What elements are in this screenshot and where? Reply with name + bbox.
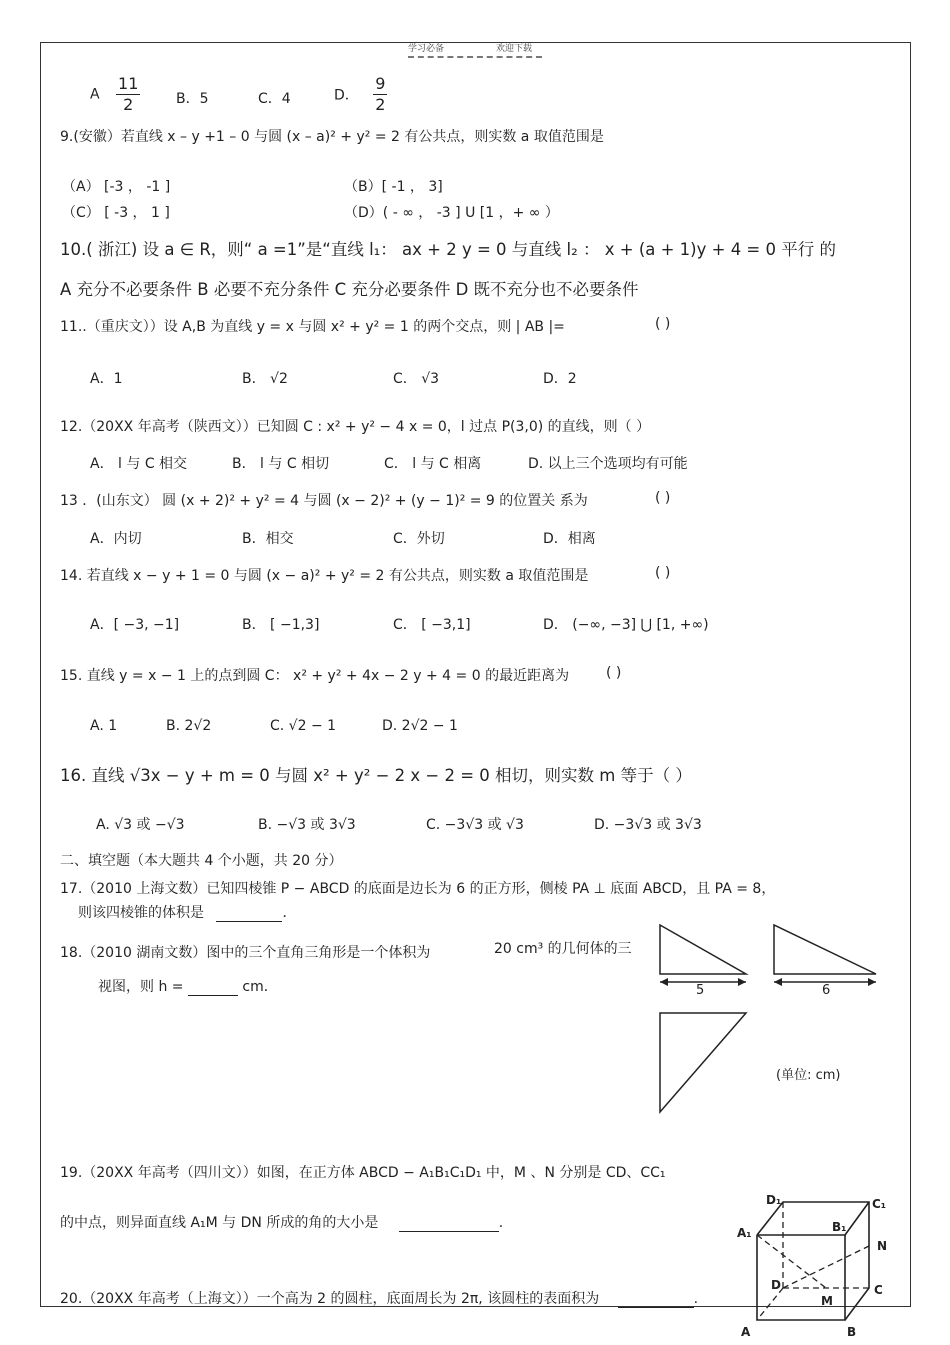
q17-answer-blank[interactable] (216, 921, 282, 922)
q13-answer-paren: ( ) (655, 490, 671, 506)
q17-text-line1: 17.（2010 上海文数）已知四棱锥 P − ABCD 的底面是边长为 6 的正方形，侧棱 PA ⊥ 底面 ABCD，且 PA = 8， (60, 881, 776, 897)
unit-label: (单位: cm) (776, 1068, 841, 1083)
q11-option-c: C． √3 (393, 371, 440, 387)
q9-option-d: （D）( - ∞ ， -3 ] U [1 ，+ ∞ ） (344, 205, 559, 221)
cube-label-a: A (741, 1325, 751, 1339)
cube-label-n: N (877, 1239, 888, 1253)
q9-option-c: （C） [ -3 ， 1 ] (62, 205, 170, 221)
q14-option-d: D． (−∞, −3] ⋃ [1, +∞) (543, 617, 709, 633)
q15-option-c: C. √2 − 1 (270, 718, 337, 734)
q10-text: 10.( 浙江) 设 a ∈ R，则“ a =1”是“直线 l₁： ax + 2 y = 0 与直线 l₂ ： x + (a + 1)y + 4 = 0 平行 的 (60, 240, 836, 259)
q19-text-line1: 19.（20XX 年高考（四川文））如图，在正方体 ABCD − A₁B₁C₁D₁ 中，M 、N 分别是 CD、CC₁ (60, 1165, 666, 1181)
q13-option-b: B．相交 (242, 531, 294, 547)
q13-option-c: C．外切 (393, 531, 445, 547)
q10-options: A 充分不必要条件 B 必要不充分条件 C 充分必要条件 D 既不充分也不必要条件 (60, 280, 639, 299)
q15-answer-paren: ( ) (606, 665, 622, 681)
cube-label-c: C (874, 1283, 883, 1297)
q15-option-d: D. 2√2 − 1 (382, 718, 458, 734)
front-view-triangle (660, 925, 746, 974)
q9-option-a: （A） [-3 ， -1 ] (62, 179, 171, 195)
q19-answer-blank[interactable] (399, 1231, 499, 1232)
cube-figure (735, 1190, 895, 1340)
q9-text: 9.(安徽）若直线 x – y +1 – 0 与圆 (x – a)² + y² = 2 有公共点，则实数 a 取值范围是 (60, 129, 604, 145)
q20-text: 20.（20XX 年高考（上海文））一个高为 2 的圆柱，底面周长为 2π, 该圆柱的表面积为 . (60, 1291, 699, 1307)
q16-option-a: A. √3 或 −√3 (96, 817, 185, 833)
cube-label-c1: C₁ (872, 1197, 887, 1211)
q8-option-c: C．4 (258, 91, 291, 107)
q16-text: 16. 直线 √3x − y + m = 0 与圆 x² + y² − 2 x − 2 = 0 相切，则实数 m 等于（ ） (60, 766, 692, 785)
q16-option-c: C. −3√3 或 √3 (426, 817, 524, 833)
q18-answer-blank[interactable] (188, 995, 238, 996)
q12-option-b: B． l 与 C 相切 (232, 456, 330, 472)
q17-text-line2: 则该四棱锥的体积是 ． (78, 905, 297, 921)
dimension-6: 6 (822, 983, 831, 998)
cube-label-m: M (821, 1294, 833, 1308)
q14-answer-paren: ( ) (655, 565, 671, 581)
q18-volume: 20 cm³ 的几何体的三 (494, 941, 632, 957)
q9-option-b: （B）[ -1 ， 3] (344, 179, 443, 195)
q8-option-a: A $\frac{11}{2}$ (90, 74, 139, 114)
header-left: 学习必备 (408, 44, 445, 54)
q14-option-b: B． [ −1,3] (242, 617, 320, 633)
q18-text-line1: 18.（2010 湖南文数）图中的三个直角三角形是一个体积为 (60, 945, 431, 961)
q12-option-d: D. 以上三个选项均有可能 (528, 456, 688, 472)
q15-option-b: B. 2√2 (166, 718, 212, 734)
cube-label-d1: D₁ (766, 1193, 782, 1207)
cube-label-d: D (771, 1278, 781, 1292)
q13-option-d: D．相离 (543, 531, 596, 547)
q15-text: 15. 直线 y = x − 1 上的点到圆 C： x² + y² + 4x − 2 y + 4 = 0 的最近距离为 (60, 668, 570, 684)
q11-option-a: A．1 (90, 371, 123, 387)
side-view-triangle (774, 925, 876, 974)
q14-option-c: C． [ −3,1] (393, 617, 471, 633)
three-view-figure (650, 920, 890, 1120)
q18-text-line2: 视图，则 h = cm． (98, 979, 278, 995)
q8-option-d: D． $\frac{9}{2}$ (334, 74, 386, 114)
q16-option-d: D. −3√3 或 3√3 (594, 817, 702, 833)
q16-option-b: B. −√3 或 3√3 (258, 817, 356, 833)
q14-option-a: A．[ −3, −1] (90, 617, 180, 633)
header-divider (408, 56, 542, 58)
q13-text: 13 ．(山东文） 圆 (x + 2)² + y² = 4 与圆 (x − 2)² + (y − 1)² = 9 的位置关 系为 (60, 493, 588, 509)
q14-text: 14. 若直线 x − y + 1 = 0 与圆 (x − a)² + y² = 2 有公共点，则实数 a 取值范围是 (60, 568, 589, 584)
q20-answer-blank[interactable] (618, 1307, 694, 1308)
q12-text: 12.（20XX 年高考（陕西文））已知圆 C : x² + y² − 4 x = 0，l 过点 P(3,0) 的直线，则（ ） (60, 419, 651, 435)
q19-text-line2: 的中点，则异面直线 A₁M 与 DN 所成的角的大小是 . (60, 1215, 504, 1231)
section-2-heading: 二、填空题（本大题共 4 个小题，共 20 分） (60, 853, 343, 869)
q11-option-d: D．2 (543, 371, 577, 387)
q8-option-b: B．5 (176, 91, 209, 107)
q15-option-a: A. 1 (90, 718, 118, 734)
q11-text: 11..（重庆文））设 A,B 为直线 y = x 与圆 x² + y² = 1 的两个交点，则 | AB |= (60, 319, 565, 335)
q12-option-a: A． l 与 C 相交 (90, 456, 188, 472)
q12-option-c: C． l 与 C 相离 (384, 456, 482, 472)
cube-label-b1: B₁ (832, 1220, 847, 1234)
q11-option-b: B． √2 (242, 371, 288, 387)
cube-label-a1: A₁ (737, 1226, 752, 1240)
top-view-triangle (660, 1013, 746, 1112)
header-right: 欢迎下载 (496, 44, 533, 54)
q13-option-a: A．内切 (90, 531, 142, 547)
q11-answer-paren: ( ) (655, 316, 671, 332)
dimension-5: 5 (696, 983, 705, 998)
cube-label-b: B (847, 1325, 857, 1339)
